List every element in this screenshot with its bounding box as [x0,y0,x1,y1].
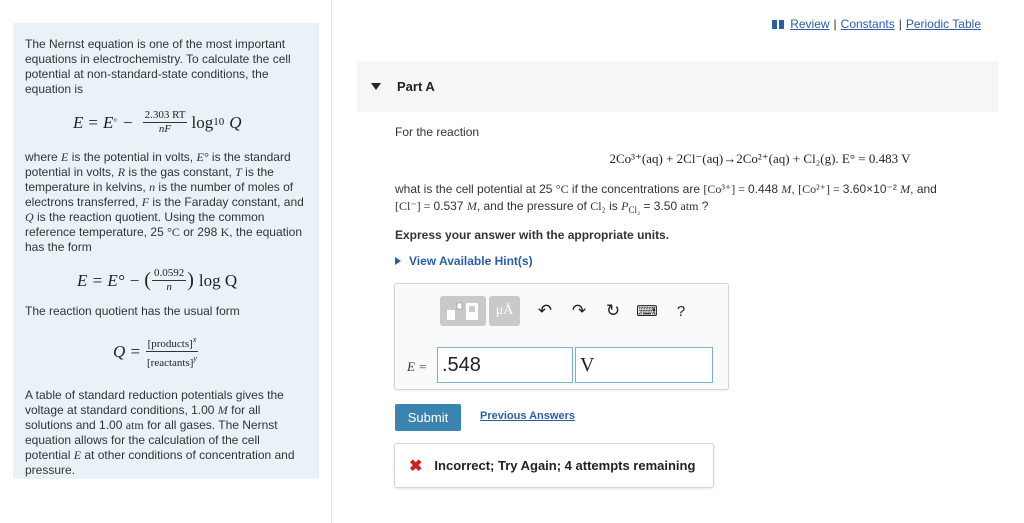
review-link[interactable]: Review [790,17,830,31]
fraction: $\frac{0.0592}{n}$ [153,267,185,293]
panel-divider [331,0,332,523]
reaction-quotient-equation: Q = $\frac{[products]^x}{[reactants]^y}$ [113,335,197,369]
top-links: Review | Constants | Periodic Table [772,17,981,31]
reaction-equation: 2Co³⁺(aq) + 2Cl⁻(aq)→2Co²⁺(aq) + Cl₂(g). E° = 0.483 V [609,151,911,166]
templates-icon [446,301,480,321]
reset-icon[interactable]: ↻ [605,301,621,320]
answer-unit-input[interactable] [575,347,713,383]
question-body [395,125,1005,268]
fraction: $\frac{[products]^x}{[reactants]^y}$ [147,335,197,369]
redo-icon[interactable]: ↷ [571,301,587,320]
part-a-header[interactable] [357,61,998,112]
collapse-icon[interactable] [371,83,381,90]
nernst-equation-298k: E = E° − ( $\frac{0.0592}{n}$ ) log Q [77,267,238,293]
submit-button[interactable]: Submit [395,404,461,431]
part-title: Part A [397,79,435,94]
feedback-box [394,443,714,488]
expand-icon [395,257,401,265]
units-button[interactable]: μÅ [489,296,520,326]
nernst-equation-general: E = E ° − $\frac{2.303 RT}{nF}$ log 10 Q [73,109,242,135]
intro-paragraph: The Nernst equation is one of the most important equations in electrochemistry. To calculate the cell potential at non-standard-state conditions, the equation is [25,37,291,96]
answer-label: E = [407,359,427,374]
answer-box [394,283,729,390]
constants-link[interactable]: Constants [840,17,895,31]
standard-potentials-paragraph: A table of standard reduction potentials gives the voltage at standard conditions, 1.00 M for all solutions and 1.00 atm for all gases. The Nernst equation allows for the calculation of the cell potential E at other conditions of concentration and pressure. [25,388,295,477]
definitions-paragraph: where E is the potential in volts, E° is the standard potential in volts, R is the gas constant, T is the temperature in kelvins, n is the number of moles of electrons transferred, F is the Faraday constant, and Q is the reaction quotient. Using the common reference temperature, 25 °C or 298 K, the equation has the form [25,150,304,254]
intro-panel [13,23,319,479]
book-icon [772,20,784,29]
undo-icon[interactable]: ↶ [537,301,553,320]
question-text: what is the cell potential at 25 °C if the concentrations are [Co³⁺] = 0.448 M, [Co²⁺] = 3.60×10⁻² M, and [Cl⁻] = 0.537 M, and the pressure of Cl₂ is $P_{Cl_2} = 3.50$ atm ? [395,182,937,215]
answer-value-input[interactable] [437,347,573,383]
templates-button[interactable] [440,296,486,326]
question-intro: For the reaction [395,125,480,139]
periodic-table-link[interactable]: Periodic Table [905,17,981,31]
math-toolbar [440,296,698,326]
fraction: $\frac{2.303 RT}{nF}$ [144,109,186,135]
feedback-text: Incorrect; Try Again; 4 attempts remaining [434,458,696,473]
incorrect-icon: ✖ [409,457,423,475]
view-hints-toggle[interactable]: View Available Hint(s) [395,254,1005,268]
keyboard-icon[interactable]: ⌨ [636,303,658,320]
answer-instruction: Express your answer with the appropriate units. [395,228,670,242]
help-icon[interactable]: ? [676,302,686,320]
reaction-quotient-intro: The reaction quotient has the usual form [25,304,240,318]
previous-answers-link[interactable]: Previous Answers [480,410,575,422]
